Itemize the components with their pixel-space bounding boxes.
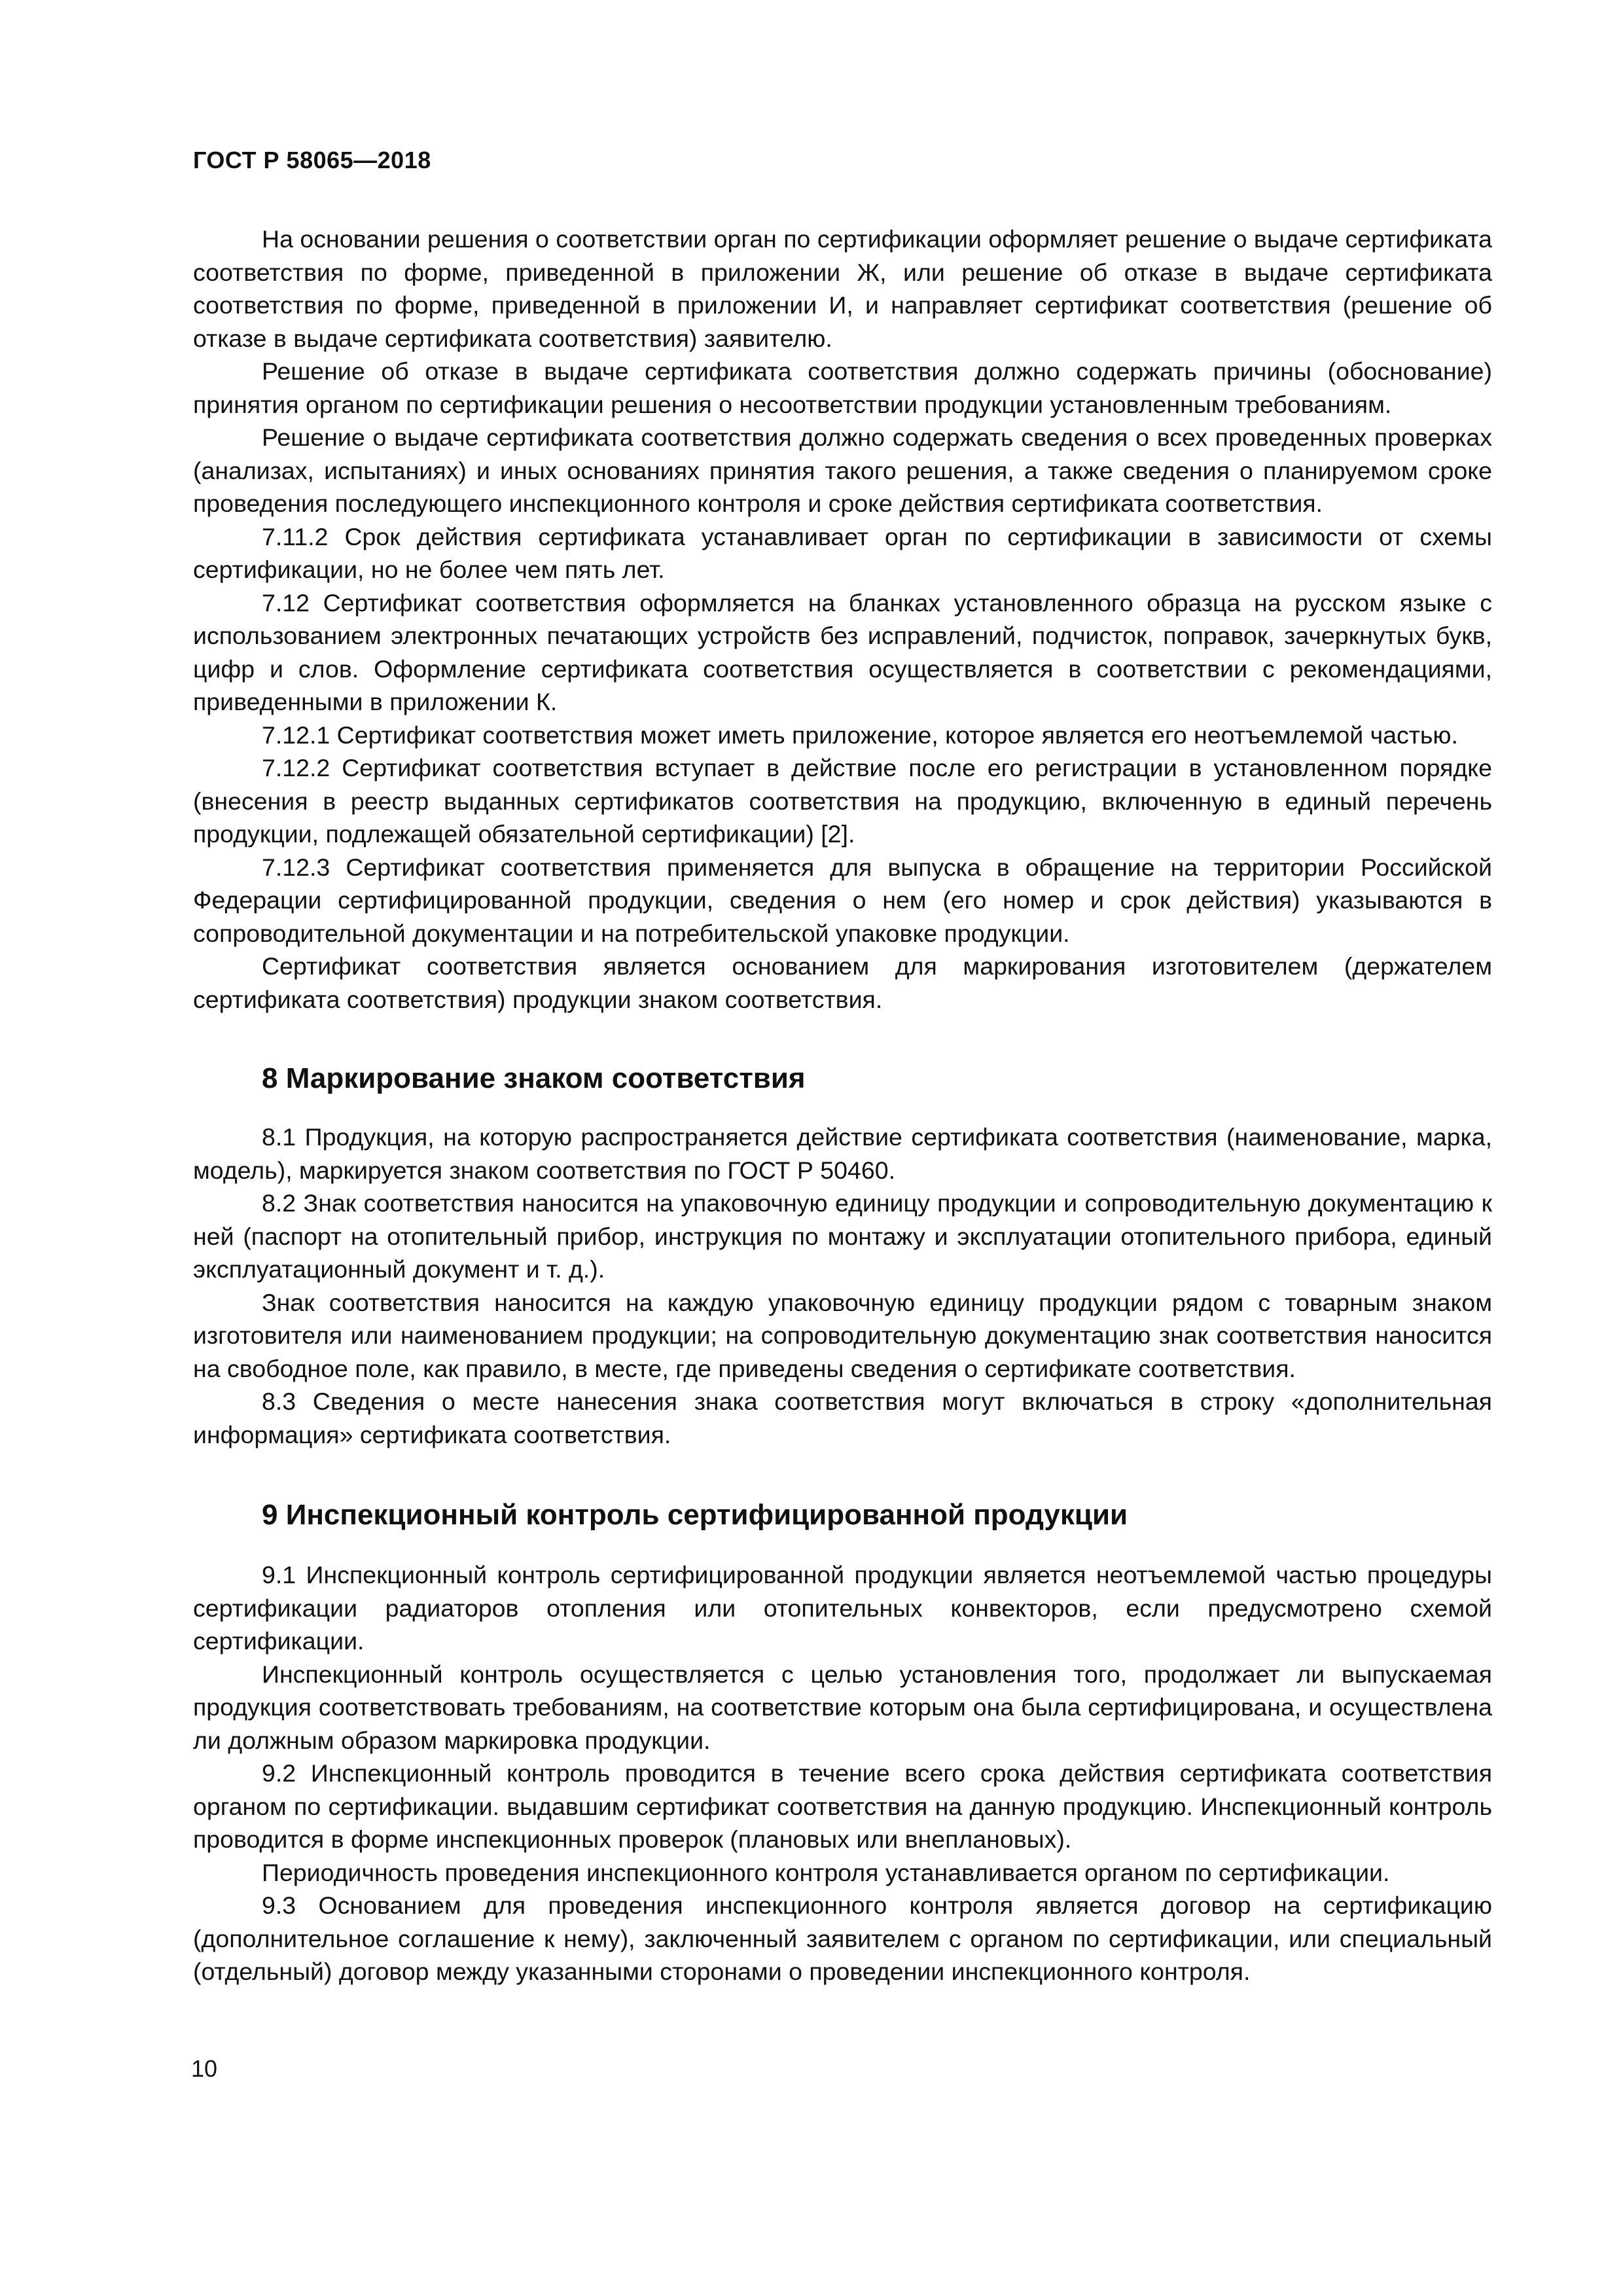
paragraph: 8.1 Продукция, на которую распространяется действие сертификата соответствия (наименование, марка, модель), маркируется знаком соответствия по ГОСТ Р 50460.	[193, 1123, 1492, 1184]
page-number: 10	[191, 2055, 218, 2082]
paragraph: 9.1 Инспекционный контроль сертифицированной продукции является неотъемлемой частью процедуры сертификации радиаторов отопления или отопительных конвекторов, если предусмотрено схемой сертификации.	[193, 1561, 1492, 1655]
paragraph: 8.3 Сведения о месте нанесения знака соответствия могут включаться в строку «дополнительная информация» сертификата соответствия.	[193, 1388, 1492, 1448]
paragraph: На основании решения о соответствии орган по сертификации оформляет решение о выдаче сертификата соответствия по форме, приведенной в приложении Ж, или решение об отказе в выдаче сертификата соответствия по форме, приведенной в приложении И, и направляет сертификат соответствия (решение об отказе в выдаче сертификата соответствия) заявителю.	[193, 225, 1492, 352]
paragraph: 7.12.1 Сертификат соответствия может иметь приложение, которое является его неотъемлемой частью.	[262, 721, 1458, 749]
paragraph: 9.3 Основанием для проведения инспекционного контроля является договор на сертификацию (дополнительное соглашение к нему), заключенный заявителем с органом по сертификации, или специальный (отдельный) договор между указанными сторонами о проведении инспекционного контроля.	[193, 1892, 1492, 1985]
paragraph: 7.12.2 Сертификат соответствия вступает в действие после его регистрации в установленном порядке (внесения в реестр выданных сертификатов соответствия на продукцию, включенную в единый перечень продукции, подлежащей обязательной сертификации) [2].	[193, 754, 1492, 848]
paragraph: 9.2 Инспекционный контроль проводится в течение всего срока действия сертификата соответствия органом по сертификации. выдавшим сертификат соответствия на данную продукцию. Инспекционный контроль проводится в форме инспекционных проверок (плановых или внеплановых).	[193, 1759, 1492, 1853]
paragraph: Сертификат соответствия является основанием для маркирования изготовителем (держателем сертификата соответствия) продукции знаком соответствия.	[193, 952, 1492, 1013]
document-header: ГОСТ Р 58065—2018	[193, 147, 431, 173]
paragraph: Периодичность проведения инспекционного контроля устанавливается органом по сертификации.	[262, 1858, 1390, 1886]
paragraph: 7.12.3 Сертификат соответствия применяется для выпуска в обращение на территории Российской Федерации сертифицированной продукции, сведения о нем (его номер и срок действия) указываются в сопроводительной документации и на потребительской упаковке продукции.	[193, 853, 1492, 947]
section-9-heading: 9 Инспекционный контроль сертифицированной продукции	[262, 1499, 1128, 1531]
paragraph: Решение об отказе в выдаче сертификата соответствия должно содержать причины (обоснование) принятия органом по сертификации решения о несоответствии продукции установленным требованиям.	[193, 357, 1492, 418]
page-body	[193, 223, 1492, 1988]
paragraph: Решение о выдаче сертификата соответствия должно содержать сведения о всех проведенных проверках (анализах, испытаниях) и иных основаниях принятия такого решения, а также сведения о планируемом сроке проведения последующего инспекционного контроля и сроке действия сертификата соответствия.	[193, 423, 1492, 517]
paragraph: 7.11.2 Срок действия сертификата устанавливает орган по сертификации в зависимости от схемы сертификации, но не более чем пять лет.	[193, 522, 1492, 583]
paragraph: Инспекционный контроль осуществляется с целью установления того, продолжает ли выпускаемая продукция соответствовать требованиям, на соответствие которым она была сертифицирована, и осуществлена ли должным образом маркировка продукции.	[193, 1660, 1492, 1754]
paragraph: Знак соответствия наносится на каждую упаковочную единицу продукции рядом с товарным знаком изготовителя или наименованием продукции; на сопроводительную документацию знак соответствия наносится на свободное поле, как правило, в месте, где приведены сведения о сертификате соответствия.	[193, 1288, 1492, 1382]
paragraph: 7.12 Сертификат соответствия оформляется на бланках установленного образца на русском языке с использованием электронных печатающих устройств без исправлений, подчисток, поправок, зачеркнутых букв, цифр и слов. Оформление сертификата соответствия осуществляется в соответствии с рекомендациями, приведенными в приложении К.	[193, 588, 1492, 715]
paragraph: 8.2 Знак соответствия наносится на упаковочную единицу продукции и сопроводительную документацию к ней (паспорт на отопительный прибор, инструкция по монтажу и эксплуатации отопительного прибора, единый эксплуатационный документ и т. д.).	[193, 1189, 1492, 1283]
section-8-heading: 8 Маркирование знаком соответствия	[262, 1062, 806, 1094]
